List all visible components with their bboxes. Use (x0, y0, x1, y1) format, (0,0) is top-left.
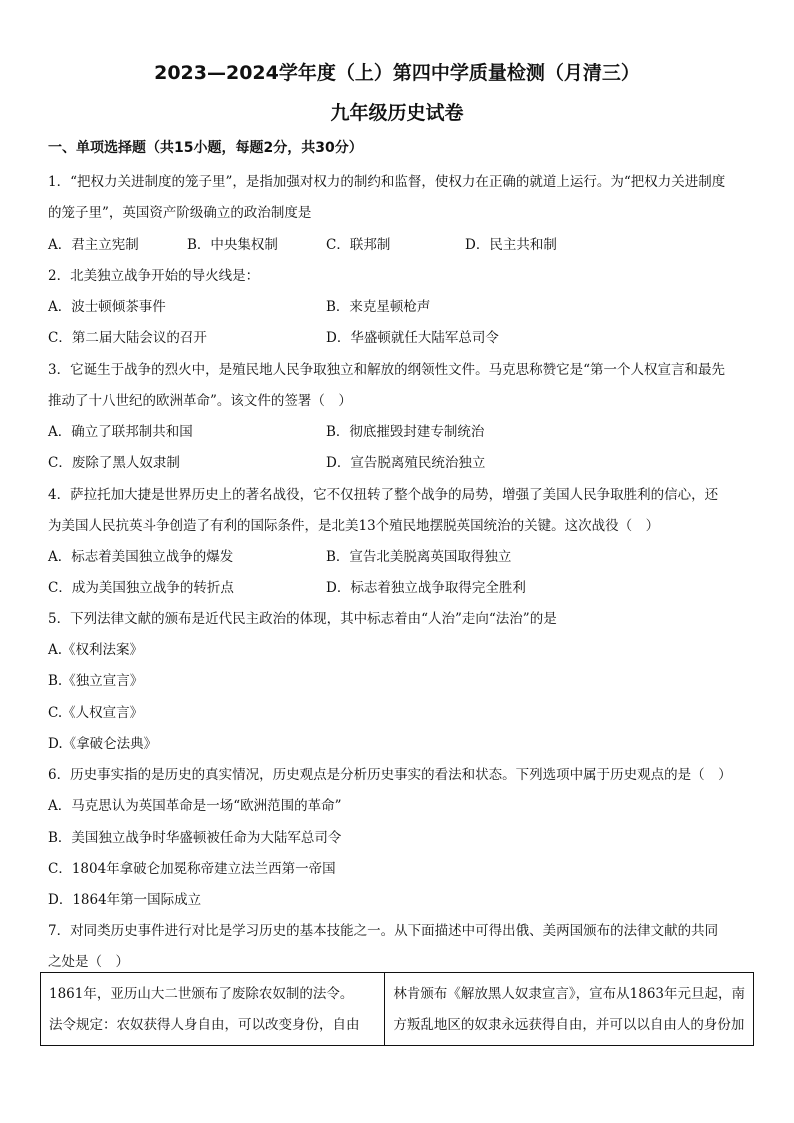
table-row (41, 973, 754, 1046)
question-1-option-c: C．联邦制 (326, 237, 391, 253)
exam-subtitle: 九年级历史试卷 (330, 102, 464, 124)
question-7-line-2: 之处是（ ） (48, 954, 129, 970)
question-6-option-b: B．美国独立战争时华盛顿被任命为大陆军总司令 (48, 830, 342, 846)
question-6-line-1: 6．历史事实指的是历史的真实情况，历史观点是分析历史事实的看法和状态。下列选项中属于历史观点的是（ ） (48, 767, 732, 783)
question-6-option-c: C．1804年拿破仑加冕称帝建立法兰西第一帝国 (48, 861, 336, 877)
question-3-option-b: B．彻底摧毁封建专制统治 (326, 424, 485, 440)
question-2-option-b: B．来克星顿枪声 (326, 299, 431, 315)
question-2-option-a: A．波士顿倾茶事件 (48, 299, 166, 315)
russia-text-line-2: 法令规定：农奴获得人身自由，可以改变身份，自由 (49, 1017, 360, 1033)
question-3-option-d: D．宣告脱离殖民统治独立 (326, 455, 486, 471)
section-title: 一、单项选择题（共15小题，每题2分，共30分） (48, 140, 363, 156)
question-3-line-2: 推动了十八世纪的欧洲革命”。该文件的签署（ ） (48, 393, 352, 409)
question-5-option-b: B.《独立宣言》 (48, 673, 144, 689)
question-7-line-1: 7．对同类历史事件进行对比是学习历史的基本技能之一。从下面描述中可得出俄、美两国颁布的法律文献的共同 (48, 923, 719, 939)
question-4-option-c: C．成为美国独立战争的转折点 (48, 580, 234, 596)
question-3-line-1: 3．它诞生于战争的烈火中，是殖民地人民争取独立和解放的纲领性文件。马克思称赞它是“第一个人权宣言和最先 (48, 362, 725, 378)
question-3-option-c: C．废除了黑人奴隶制 (48, 455, 180, 471)
question-4-option-a: A．标志着美国独立战争的爆发 (48, 549, 234, 565)
question-3-option-a: A．确立了联邦制共和国 (48, 424, 193, 440)
table-cell-usa (385, 973, 754, 1046)
comparison-table (40, 972, 754, 1046)
question-4-option-b: B．宣告北美脱离英国取得独立 (326, 549, 512, 565)
usa-text-line-2: 方叛乱地区的奴隶永远获得自由，并可以以自由人的身份加 (393, 1017, 745, 1033)
question-5-option-c: C.《人权宣言》 (48, 705, 144, 721)
question-1-line-2: 的笼子里”，英国资产阶级确立的政治制度是 (48, 205, 312, 221)
question-6-option-a: A．马克思认为英国革命是一场“欧洲范围的革命” (48, 798, 342, 814)
question-4-option-d: D．标志着独立战争取得完全胜利 (326, 580, 526, 596)
question-4-line-1: 4．萨拉托加大捷是世界历史上的著名战役，它不仅扭转了整个战争的局势，增强了美国人民争取胜利的信心，还 (48, 487, 719, 503)
question-6-option-d: D．1864年第一国际成立 (48, 892, 202, 908)
question-5-option-d: D.《拿破仑法典》 (48, 736, 158, 752)
question-2-option-d: D．华盛顿就任大陆军总司令 (326, 330, 499, 346)
question-1-option-d: D．民主共和制 (465, 237, 557, 253)
question-1-line-1: 1．“把权力关进制度的笼子里”，是指加强对权力的制约和监督，使权力在正确的就道上运行。为“把权力关进制度 (48, 174, 726, 190)
question-1-option-b: B．中央集权制 (187, 237, 278, 253)
question-5-line-1: 5．下列法律文献的颁布是近代民主政治的体现，其中标志着由“人治”走向“法治”的是 (48, 611, 557, 627)
russia-text-line-1: 1861年，亚历山大二世颁布了废除农奴制的法令。 (49, 986, 354, 1002)
usa-text-line-1: 林肯颁布《解放黑人奴隶宣言》，宣布从1863年元旦起，南 (393, 986, 745, 1002)
question-2-option-c: C．第二届大陆会议的召开 (48, 330, 207, 346)
question-4-line-2: 为美国人民抗英斗争创造了有利的国际条件，是北美13个殖民地摆脱英国统治的关键。这次战役（ ） (48, 518, 660, 534)
question-2-line-1: 2．北美独立战争开始的导火线是： (48, 268, 260, 284)
table-cell-russia (41, 973, 385, 1046)
exam-title: 2023—2024学年度（上）第四中学质量检测（月清三） (154, 62, 640, 84)
question-1-option-a: A．君主立宪制 (48, 237, 139, 253)
question-5-option-a: A.《权利法案》 (48, 642, 144, 658)
